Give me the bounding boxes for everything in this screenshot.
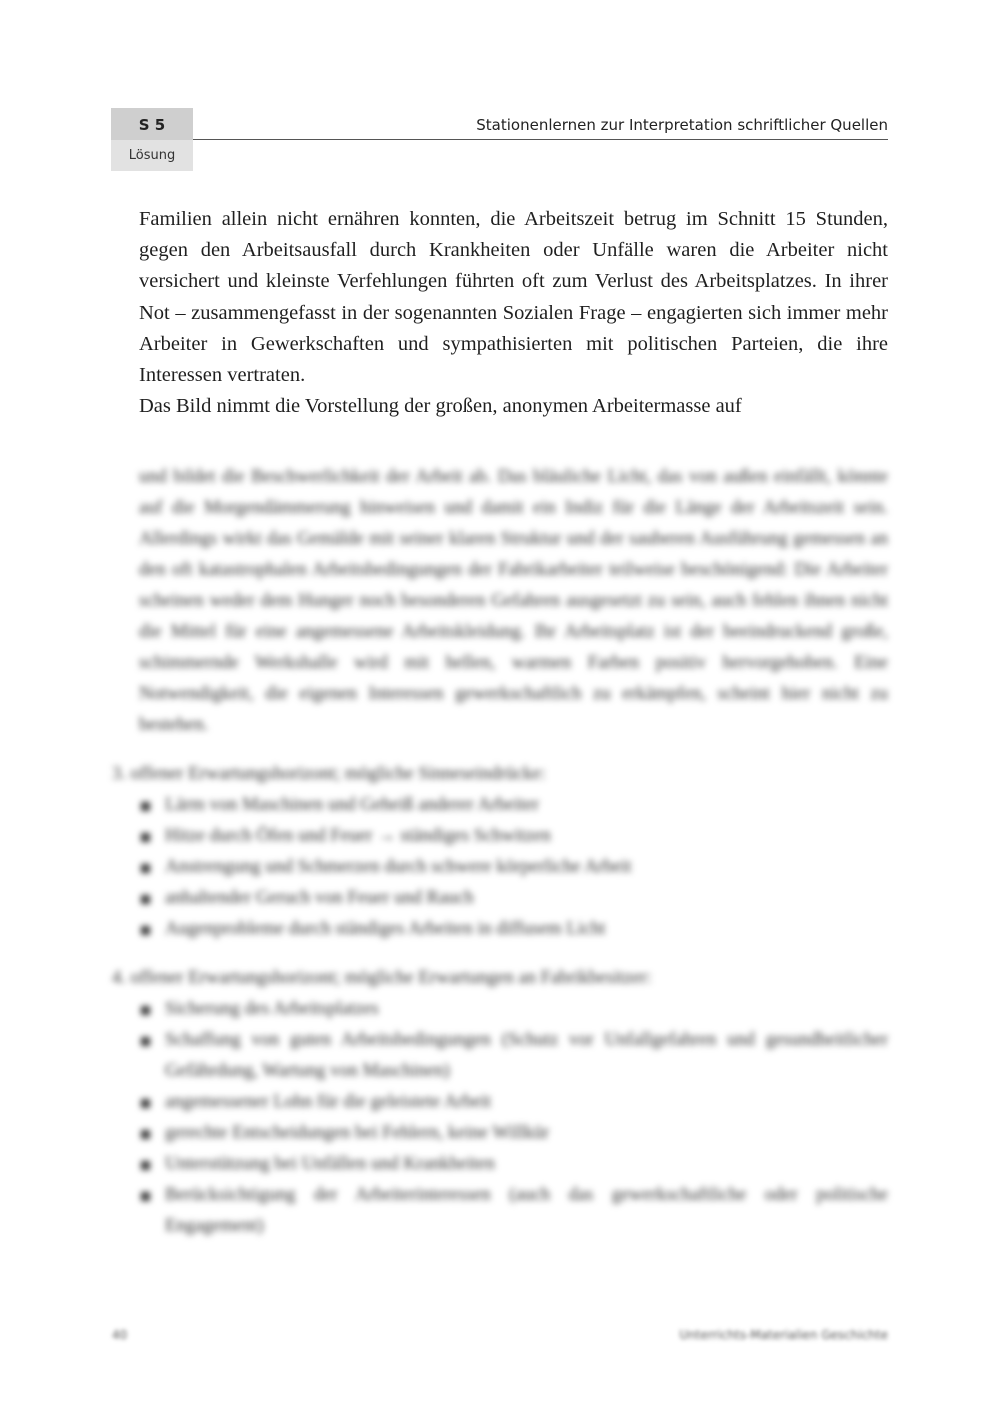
page-header-title: Stationenlernen zur Interpretation schriftlicher Quellen bbox=[476, 116, 888, 134]
list-item: Sicherung des Arbeitsplatzes bbox=[139, 994, 888, 1025]
task-3-list bbox=[112, 790, 888, 945]
list-item: Augenprobleme durch ständiges Arbeiten in diffusem Licht bbox=[139, 914, 888, 945]
task-4-list bbox=[112, 994, 888, 1242]
paragraph-social-question: Familien allein nicht ernähren konnten, die Arbeitszeit betrug im Schnitt 15 Stunden, gegen den Arbeitsausfall durch Krankheiten oder Unfälle waren die Arbeiter nicht versichert und kleinste Verfehlungen führten oft zum Verlust des Arbeitsplatzes. In ihrer Not – zusammengefasst in der sogenannten Sozialen Frage – engagierten sich immer mehr Arbeiter in Gewerkschaften und sympathisierten mit politischen Parteien, die ihre Interessen vertraten. bbox=[139, 208, 888, 387]
task-3-heading: 3. offener Erwartungshorizont; mögliche Sinneseindrücke: bbox=[112, 764, 546, 784]
page-number: 40 bbox=[112, 1328, 128, 1342]
station-label: S 5 bbox=[111, 108, 193, 140]
paragraph-image-analysis: Das Bild nimmt die Vorstellung der großen, anonymen Arbeitermasse auf bbox=[139, 395, 742, 418]
list-item: Unterstützung bei Unfällen und Krankheiten bbox=[139, 1149, 888, 1180]
list-item: gerechte Entscheidungen bei Fehlern, keine Willkür bbox=[139, 1118, 888, 1149]
list-item: Schaffung von guten Arbeitsbedingungen (Schutz vor Unfallgefahren und gesundheitlicher Gefährdung, Wartung von Maschinen) bbox=[139, 1025, 888, 1087]
list-item: Lärm von Maschinen und Geheiß anderer Arbeiter bbox=[139, 790, 888, 821]
paragraph-image-analysis-continued: und bildet die Beschwerlichkeit der Arbeit ab. Das bläuliche Licht, das von außen einfällt, könnte auf die Morgendämmerung hinweisen und damit ein Indiz für die Länge der Arbeitszeit sein. Allerdings wirkt das Gemälde mit seiner klaren Struktur und der sauberen Ausführung gemessen an den oft katastrophalen Arbeitsbedingungen der Fabrikarbeiter teilweise beschönigend: Die Arbeiter scheinen weder dem Hunger noch besonderen Gefahren ausgesetzt zu sein, auch fehlen ihnen nicht die Mittel für eine angemessene Arbeitskleidung. Ihr Arbeitsplatz ist der beeindruckend große, schimmernde Werkshalle wird mit hellen, warmen Farben positiv hervorgehoben. Eine Notwendigkeit, die eigenen Interessen gewerkschaftlich zu erkämpfen, scheint hier nicht zu bestehen. bbox=[139, 467, 888, 735]
task-4-heading: 4. offener Erwartungshorizont; mögliche Erwartungen an Fabrikbesitzer: bbox=[112, 968, 652, 988]
list-item: Anstrengung und Schmerzen durch schwere körperliche Arbeit bbox=[139, 852, 888, 883]
list-item: Berücksichtigung der Arbeiterinteressen (auch das gewerkschaftliche oder politische Engagement) bbox=[139, 1180, 888, 1242]
series-title: Unterrichts-Materialien Geschichte bbox=[679, 1328, 888, 1342]
station-tab bbox=[111, 108, 193, 171]
blurred-content bbox=[112, 462, 888, 1242]
list-item: anhaltender Geruch von Feuer und Rauch bbox=[139, 883, 888, 914]
list-item: Hitze durch Öfen und Feuer → ständiges Schwitzen bbox=[139, 821, 888, 852]
header-rule bbox=[193, 139, 888, 140]
solution-label: Lösung bbox=[111, 140, 193, 171]
body-text bbox=[139, 204, 888, 422]
list-item: angemessener Lohn für die geleistete Arbeit bbox=[139, 1087, 888, 1118]
